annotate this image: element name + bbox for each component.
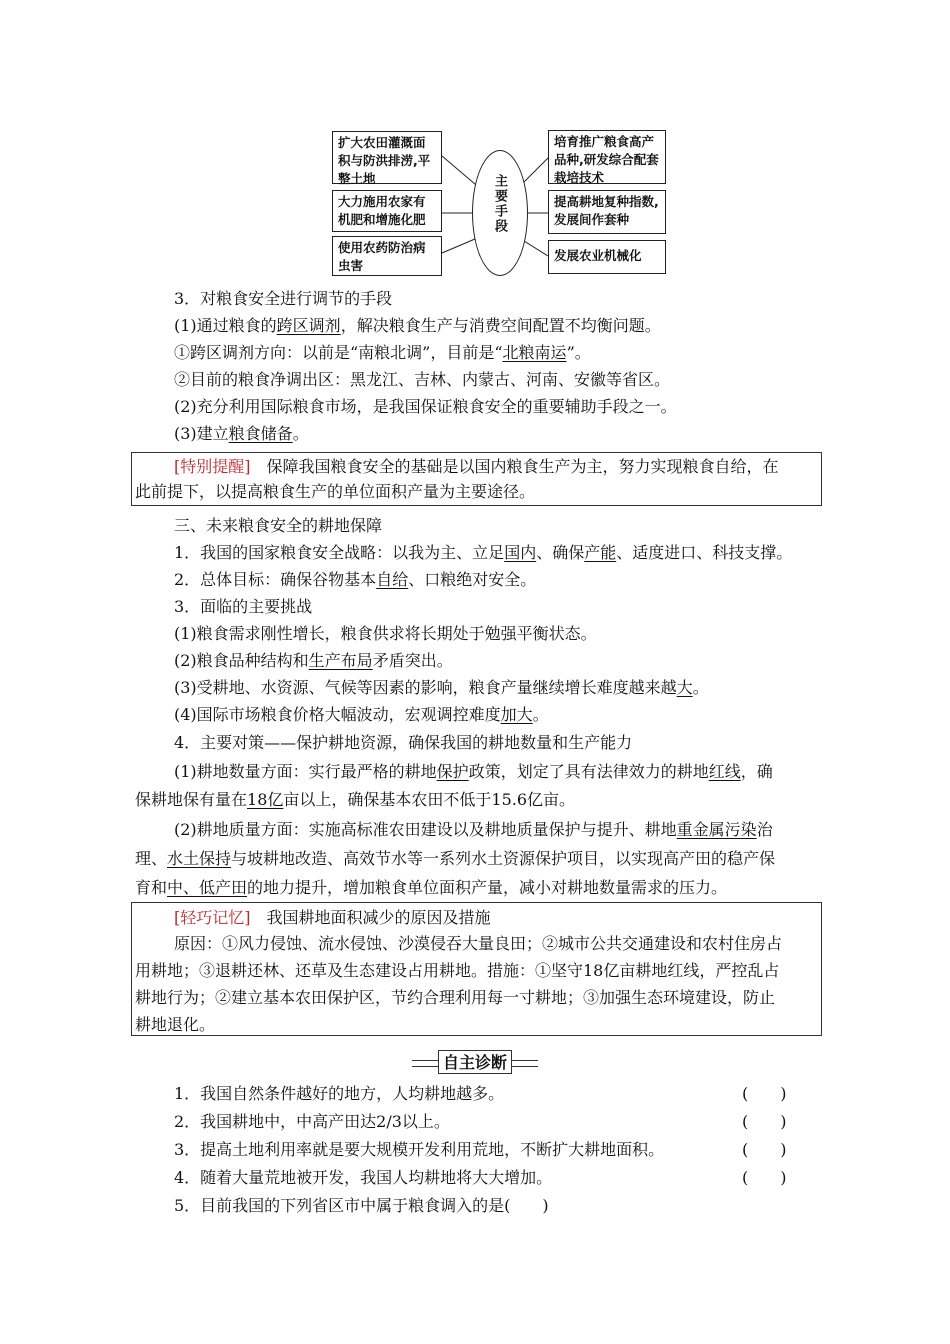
- memory-line-3: 耕地行为；②建立基本农田保护区，节约合理利用每一寸耕地；③加强生态环境建设，防止: [135, 988, 776, 1007]
- answer-blank: 自给: [376, 570, 409, 589]
- text: (2)粮食品种结构和: [174, 651, 309, 670]
- text: ，解决粮食生产与消费空间配置不均衡问题。: [340, 316, 661, 335]
- answer-blank: 北粮南运: [502, 343, 567, 362]
- diagnosis-item-4: 4．随着大量荒地被开发，我国人均耕地将大大增加。: [174, 1168, 553, 1187]
- memory-title-line: [174, 908, 491, 928]
- text: 保障我国粮食安全的基础是以国内粮食生产为主，努力实现粮食自给，在: [266, 457, 779, 476]
- diagnosis-banner: [412, 1050, 538, 1076]
- section3-p4: (2)充分利用国际粮食市场，是我国保证粮食安全的重要辅助手段之一。: [174, 397, 677, 416]
- text: 保耕地保有量在: [135, 790, 248, 809]
- text: (3)建立: [174, 424, 229, 443]
- part3-line-9: [174, 762, 773, 782]
- answer-blank: 加大: [500, 705, 533, 724]
- diagram-left-box-3: 使用农药防治病虫害: [332, 236, 442, 276]
- diagnosis-title: 自主诊断: [438, 1050, 512, 1074]
- diagram-left-box-2: 大力施用农家有机肥和增施化肥: [332, 190, 442, 232]
- part3-line-12: [135, 849, 775, 869]
- text: 与坡耕地改造、高效节水等一系列水土资源保护项目，以实现高产田的稳产保: [231, 849, 776, 868]
- section3-p2: [174, 343, 591, 363]
- diagram-right-box-3: 发展农业机械化: [548, 240, 666, 274]
- answer-paren-1[interactable]: ( ): [742, 1084, 787, 1103]
- diagnosis-item-1: 1．我国自然条件越好的地方，人均耕地越多。: [174, 1084, 505, 1103]
- text: 政策，划定了具有法律效力的耕地: [468, 762, 709, 781]
- section3-p3: ②目前的粮食净调出区：黑龙江、吉林、内蒙古、河南、安徽等省区。: [174, 370, 671, 389]
- reminder-line-2: 此前提下，以提高粮食生产的单位面积产量为主要途径。: [135, 482, 536, 501]
- answer-blank: 18亿: [247, 790, 284, 809]
- reminder-line-1: [174, 457, 779, 477]
- text: 矛盾突出。: [372, 651, 453, 670]
- answer-blank: 红线: [708, 762, 741, 781]
- text: 的地力提升，增加粮食单位面积产量，减小对耕地数量需求的压力。: [247, 878, 728, 897]
- section3-p5: [174, 424, 309, 444]
- text: (2)耕地质量方面：实施高标准农田建设以及耕地质量保护与提升、耕地: [174, 820, 677, 839]
- text: 、确保: [536, 543, 585, 562]
- text: 理、: [135, 849, 168, 868]
- text: 。: [532, 705, 549, 724]
- text: ”。: [566, 343, 591, 362]
- memory-line-2: 用耕地；③退耕还林、还草及生态建设占用耕地。措施：①坚守18亿亩耕地红线，严控乱占: [135, 961, 780, 980]
- answer-blank: 生产布局: [308, 651, 373, 670]
- section3-p1: [174, 316, 661, 336]
- answer-blank: 重金属污染: [676, 820, 757, 839]
- memory-title: 我国耕地面积减少的原因及措施: [266, 908, 491, 927]
- part3-line-4: (1)粮食需求刚性增长，粮食供求将长期处于勉强平衡状态。: [174, 624, 597, 643]
- diagnosis-item-2: 2．我国耕地中，中高产田达2/3以上。: [174, 1112, 450, 1131]
- text: ①跨区调剂方向：以前是“南粮北调”，目前是“: [174, 343, 503, 362]
- answer-blank: 粮食储备: [228, 424, 293, 443]
- text: 、口粮绝对安全。: [408, 570, 537, 589]
- part3-line-8: 4．主要对策——保护耕地资源，确保我国的耕地数量和生产能力: [174, 733, 633, 752]
- diagnosis-item-5: 5．目前我国的下列省区市中属于粮食调入的是( ): [174, 1196, 549, 1215]
- diagram-center-label: 主要手段: [492, 174, 507, 234]
- answer-paren-4[interactable]: ( ): [742, 1168, 787, 1187]
- reminder-tag: [特别提醒]: [174, 457, 251, 476]
- part3-line-13: [135, 878, 727, 898]
- text: (3)受耕地、水资源、气候等因素的影响，粮食产量继续增长难度越来越: [174, 678, 677, 697]
- answer-blank: 大: [676, 678, 693, 697]
- part3-line-10: [135, 790, 575, 810]
- text: (1)耕地数量方面：实行最严格的耕地: [174, 762, 437, 781]
- text: 2．总体目标：确保谷物基本: [174, 570, 377, 589]
- text: 育和: [135, 878, 168, 897]
- part3-line-2: [174, 570, 536, 590]
- section3-heading: 3．对粮食安全进行调节的手段: [174, 289, 393, 308]
- answer-blank: 保护: [436, 762, 469, 781]
- part3-line-1: [174, 543, 792, 563]
- memory-tag: [轻巧记忆]: [174, 908, 251, 927]
- answer-blank: 跨区调剂: [276, 316, 341, 335]
- answer-blank: 产能: [584, 543, 617, 562]
- text: 1．我国的国家粮食安全战略：以我为主、立足: [174, 543, 505, 562]
- text: 治: [756, 820, 773, 839]
- part3-line-5: [174, 651, 453, 671]
- means-diagram: [332, 128, 666, 278]
- text: 亩以上，确保基本农田不低于15.6亿亩。: [283, 790, 576, 809]
- banner-rule-left: [412, 1060, 438, 1067]
- diagram-left-box-1: 扩大农田灌溉面积与防洪排涝,平整土地: [332, 131, 442, 184]
- part3-line-11: [174, 820, 773, 840]
- text: ，确: [740, 762, 773, 781]
- part3-line-3: 3．面临的主要挑战: [174, 597, 313, 616]
- part3-title: 三、未来粮食安全的耕地保障: [174, 516, 383, 535]
- diagram-right-box-1: 培育推广粮食高产品种,研发综合配套栽培技术: [548, 130, 666, 184]
- answer-blank: 中、低产田: [167, 878, 248, 897]
- text: 。: [692, 678, 709, 697]
- banner-rule-right: [512, 1060, 538, 1067]
- text: 、适度进口、科技支撑。: [616, 543, 793, 562]
- memory-line-4: 耕地退化。: [135, 1015, 216, 1034]
- text: (4)国际市场粮食价格大幅波动，宏观调控难度: [174, 705, 501, 724]
- answer-blank: 国内: [504, 543, 537, 562]
- part3-line-7: [174, 705, 549, 725]
- diagnosis-item-3: 3．提高土地利用率就是要大规模开发利用荒地，不断扩大耕地面积。: [174, 1140, 665, 1159]
- diagram-right-box-2: 提高耕地复种指数,发展间作套种: [548, 190, 666, 234]
- answer-paren-2[interactable]: ( ): [742, 1112, 787, 1131]
- text: (1)通过粮食的: [174, 316, 277, 335]
- part3-line-6: [174, 678, 709, 698]
- memory-line-1: 原因：①风力侵蚀、流水侵蚀、沙漠侵吞大量良田；②城市公共交通建设和农村住房占: [174, 934, 783, 953]
- answer-paren-3[interactable]: ( ): [742, 1140, 787, 1159]
- answer-blank: 水土保持: [167, 849, 232, 868]
- text: 。: [292, 424, 309, 443]
